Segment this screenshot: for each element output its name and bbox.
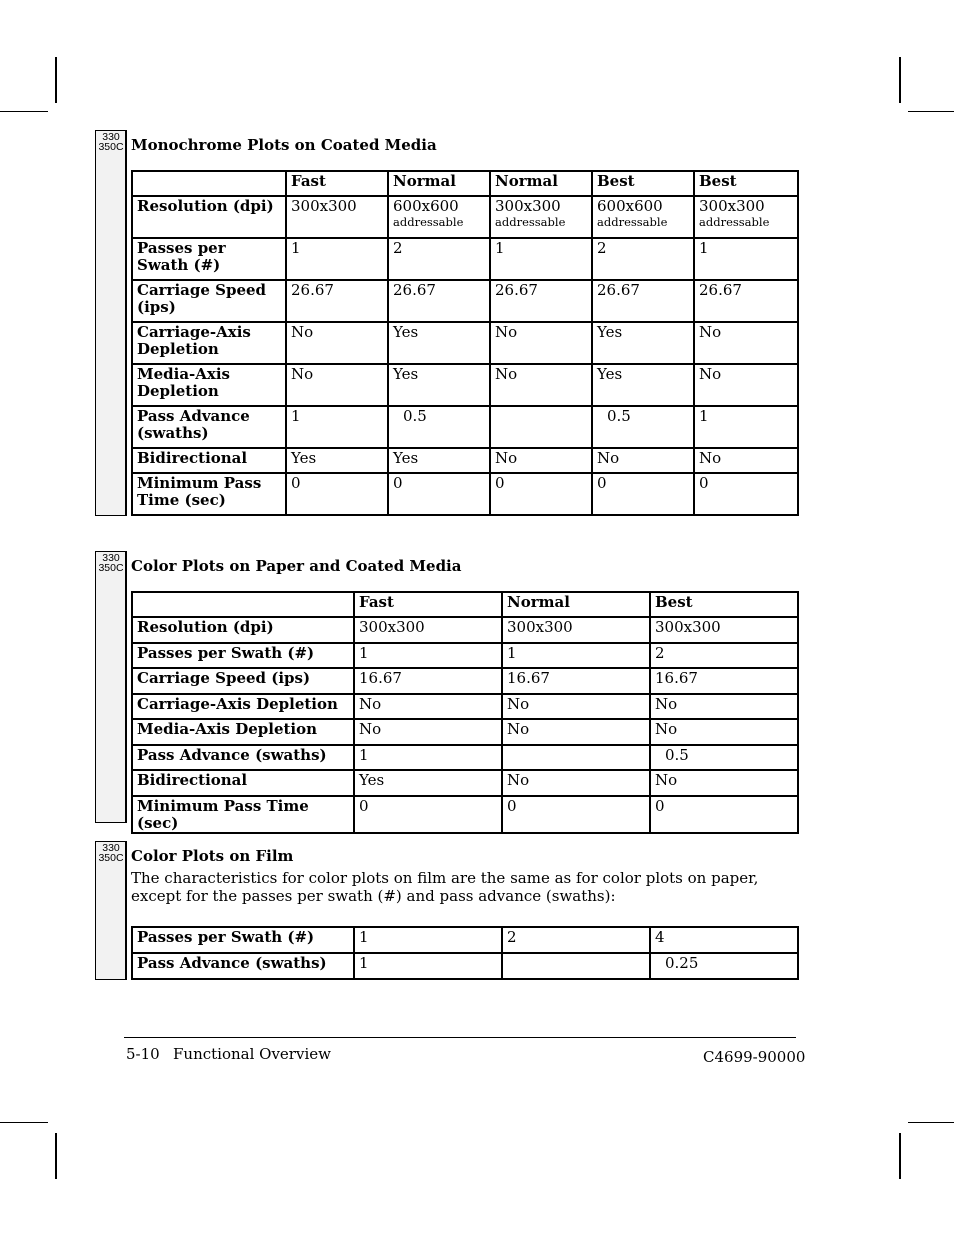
- table-cell: [650, 927, 798, 953]
- row-label: Bidirectional: [132, 448, 286, 473]
- cell-value: 0: [655, 796, 665, 815]
- table-cell: [592, 238, 694, 280]
- table-cell: [286, 196, 388, 238]
- cell-value: 26.67: [699, 281, 742, 299]
- table-cell: [650, 953, 798, 979]
- table-row: [132, 617, 798, 643]
- table-row: [132, 770, 798, 796]
- table-cell: [354, 796, 502, 833]
- table-row: [132, 719, 798, 745]
- cell-value: Yes: [291, 449, 317, 467]
- table-row: [132, 473, 798, 515]
- table-cell: [650, 643, 798, 669]
- table-cell: [354, 617, 502, 643]
- table-cell: [502, 770, 650, 796]
- cell-value: No: [507, 694, 530, 713]
- row-label: Minimum Pass Time (sec): [132, 796, 354, 833]
- table-cell: [286, 322, 388, 364]
- cell-value: Yes: [393, 323, 419, 341]
- section-title-color-film: Color Plots on Film: [131, 847, 294, 865]
- table-cell: [502, 927, 650, 953]
- column-header: [132, 592, 354, 617]
- row-label: Bidirectional: [132, 770, 354, 796]
- crop-mark: [55, 1133, 57, 1179]
- table-cell: [592, 280, 694, 322]
- crop-mark: [899, 57, 901, 103]
- table-row: [132, 196, 798, 238]
- table-cell: [286, 473, 388, 515]
- cell-value: No: [495, 449, 518, 467]
- column-header: Best: [650, 592, 798, 617]
- table-row: [132, 668, 798, 694]
- cell-value: 4: [655, 928, 665, 946]
- table-cell: [490, 364, 592, 406]
- table-cell: [388, 448, 490, 473]
- table-row: [132, 796, 798, 833]
- table-cell: [694, 196, 798, 238]
- cell-value: 16.67: [507, 669, 550, 687]
- table-cell: [388, 196, 490, 238]
- row-label: Pass Advance (swaths): [132, 406, 286, 448]
- table-cell: [490, 196, 592, 238]
- table-cell: [592, 322, 694, 364]
- table-row: [132, 694, 798, 720]
- cell-value: 26.67: [495, 281, 538, 299]
- cell-value: No: [291, 323, 314, 341]
- table-cell: [388, 322, 490, 364]
- table-cell: [502, 719, 650, 745]
- cell-note: addressable: [597, 215, 668, 229]
- table-cell: [354, 668, 502, 694]
- cell-value: 26.67: [393, 281, 436, 299]
- row-label: Media-Axis Depletion: [132, 719, 354, 745]
- crop-mark: [908, 111, 954, 112]
- table-row: [132, 953, 798, 979]
- footer-doc-number: C4699-90000: [703, 1048, 806, 1066]
- column-header: Normal: [388, 171, 490, 196]
- column-header: Normal: [502, 592, 650, 617]
- section-title-monochrome: Monochrome Plots on Coated Media: [131, 136, 437, 154]
- row-label: Media-Axis Depletion: [132, 364, 286, 406]
- table-cell: [490, 448, 592, 473]
- table-cell: [286, 364, 388, 406]
- side-tab-label: 330 350C: [98, 842, 124, 864]
- table-header-row: [132, 592, 798, 617]
- cell-value: No: [507, 771, 530, 789]
- table-cell: [694, 322, 798, 364]
- cell-value: 26.67: [597, 281, 640, 299]
- row-label: Carriage-Axis Depletion: [132, 322, 286, 364]
- table-cell: [650, 745, 798, 771]
- table-cell: [502, 617, 650, 643]
- row-label: Resolution (dpi): [132, 196, 286, 238]
- table-row: [132, 643, 798, 669]
- row-label: Passes per Swath (#): [132, 643, 354, 669]
- table-cell: [388, 473, 490, 515]
- section-title-color-paper: Color Plots on Paper and Coated Media: [131, 557, 462, 575]
- row-label: Pass Advance (swaths): [132, 953, 354, 979]
- cell-value: 600x600: [597, 197, 663, 215]
- cell-value: 2: [393, 239, 403, 257]
- table-cell: [354, 770, 502, 796]
- table-cell: [694, 448, 798, 473]
- cell-value: No: [699, 365, 722, 383]
- cell-value: No: [699, 323, 722, 341]
- cell-value: No: [359, 694, 382, 713]
- cell-value: 300x300: [699, 197, 765, 215]
- row-label: Passes per Swath (#): [132, 238, 286, 280]
- table-cell: [286, 280, 388, 322]
- footer-section: Functional Overview: [173, 1045, 331, 1063]
- cell-value: No: [495, 365, 518, 383]
- crop-mark: [908, 1122, 954, 1123]
- cell-value: 2: [655, 643, 665, 662]
- side-tab: [95, 130, 127, 516]
- cell-value: No: [495, 323, 518, 341]
- cell-value: 300x300: [495, 197, 561, 215]
- table-cell: [502, 643, 650, 669]
- table-cell: [388, 280, 490, 322]
- table-cell: [694, 406, 798, 448]
- cell-value: 1: [359, 928, 369, 946]
- cell-value: 0: [359, 796, 369, 815]
- cell-value: 0.5: [607, 407, 631, 425]
- cell-value: 1: [359, 643, 369, 662]
- side-tab-label: 330 350C: [98, 552, 124, 574]
- row-label: Carriage Speed (ips): [132, 668, 354, 694]
- cell-value: No: [359, 720, 382, 738]
- table-row: [132, 927, 798, 953]
- column-header: Fast: [354, 592, 502, 617]
- row-label: Carriage Speed (ips): [132, 280, 286, 322]
- cell-value: 16.67: [359, 669, 402, 687]
- cell-value: 300x300: [507, 618, 573, 636]
- table-cell: [650, 719, 798, 745]
- table-cell: [694, 238, 798, 280]
- cell-value: 300x300: [291, 197, 357, 215]
- cell-note: addressable: [393, 215, 464, 229]
- table-row: [132, 238, 798, 280]
- table-cell: [592, 196, 694, 238]
- table-row: [132, 322, 798, 364]
- table-cell: [490, 473, 592, 515]
- crop-mark: [55, 57, 57, 103]
- column-header: Normal: [490, 171, 592, 196]
- table-cell: [388, 406, 490, 448]
- cell-value: 2: [597, 239, 607, 257]
- table-cell: [490, 280, 592, 322]
- table-cell: [490, 406, 592, 448]
- cell-value: 1: [291, 239, 301, 257]
- table-cell: [502, 668, 650, 694]
- cell-value: 0.5: [665, 745, 689, 764]
- table-cell: [650, 668, 798, 694]
- table-row: [132, 364, 798, 406]
- cell-value: 1: [359, 745, 369, 764]
- cell-value: Yes: [597, 323, 623, 341]
- cell-value: 0: [291, 474, 301, 492]
- cell-value: 26.67: [291, 281, 334, 299]
- row-label: Resolution (dpi): [132, 617, 354, 643]
- table-cell: [354, 643, 502, 669]
- table-cell: [286, 448, 388, 473]
- row-label: Pass Advance (swaths): [132, 745, 354, 771]
- cell-value: 0: [507, 796, 517, 815]
- cell-value: No: [699, 449, 722, 467]
- monochrome-table: [131, 170, 799, 516]
- cell-value: No: [655, 694, 678, 713]
- cell-value: 1: [507, 643, 517, 662]
- cell-value: 0: [597, 474, 607, 492]
- table-row: [132, 406, 798, 448]
- table-cell: [490, 238, 592, 280]
- cell-value: 300x300: [655, 618, 721, 636]
- table-cell: [592, 473, 694, 515]
- cell-value: No: [507, 720, 530, 738]
- cell-value: 1: [291, 407, 301, 425]
- side-tab-label: 330 350C: [98, 131, 124, 153]
- table-cell: [388, 238, 490, 280]
- crop-mark: [0, 1122, 48, 1123]
- cell-value: 1: [699, 239, 709, 257]
- cell-value: No: [655, 720, 678, 738]
- cell-value: 2: [507, 928, 517, 946]
- table-cell: [650, 617, 798, 643]
- cell-value: 16.67: [655, 669, 698, 687]
- cell-value: 0.5: [403, 407, 427, 425]
- cell-value: Yes: [597, 365, 623, 383]
- cell-value: 0: [393, 474, 403, 492]
- cell-value: No: [597, 449, 620, 467]
- column-header: [132, 171, 286, 196]
- table-cell: [592, 406, 694, 448]
- table-cell: [354, 694, 502, 720]
- column-header: Best: [592, 171, 694, 196]
- cell-value: 600x600: [393, 197, 459, 215]
- color-film-table: [131, 926, 799, 980]
- row-label: Carriage-Axis Depletion: [132, 694, 354, 720]
- table-cell: [286, 238, 388, 280]
- cell-value: 0.25: [665, 954, 699, 972]
- row-label: Passes per Swath (#): [132, 927, 354, 953]
- table-cell: [354, 719, 502, 745]
- table-cell: [502, 953, 650, 979]
- cell-value: 0: [495, 474, 505, 492]
- cell-value: 0: [699, 474, 709, 492]
- table-row: [132, 745, 798, 771]
- cell-value: No: [291, 365, 314, 383]
- table-cell: [502, 745, 650, 771]
- table-cell: [592, 364, 694, 406]
- table-row: [132, 448, 798, 473]
- table-cell: [650, 694, 798, 720]
- side-tab: [95, 551, 127, 823]
- cell-value: 300x300: [359, 618, 425, 636]
- table-cell: [502, 796, 650, 833]
- cell-value: 1: [699, 407, 709, 425]
- table-cell: [694, 473, 798, 515]
- table-cell: [354, 745, 502, 771]
- table-cell: [592, 448, 694, 473]
- table-cell: [354, 953, 502, 979]
- section-description-color-film: The characteristics for color plots on film are the same as for color plots on paper, except for the passes per swath (#) and pass advance (swaths):: [131, 869, 759, 905]
- crop-mark: [0, 111, 48, 112]
- table-row: [132, 280, 798, 322]
- cell-value: 1: [359, 954, 369, 972]
- cell-value: 1: [495, 239, 505, 257]
- cell-value: Yes: [393, 449, 419, 467]
- cell-value: Yes: [359, 771, 385, 789]
- side-tab: [95, 841, 127, 980]
- table-cell: [650, 796, 798, 833]
- cell-note: addressable: [699, 215, 770, 229]
- table-cell: [388, 364, 490, 406]
- footer-rule: [124, 1037, 796, 1038]
- table-cell: [502, 694, 650, 720]
- crop-mark: [899, 1133, 901, 1179]
- table-cell: [354, 927, 502, 953]
- table-cell: [694, 364, 798, 406]
- color-paper-table: [131, 591, 799, 834]
- table-cell: [286, 406, 388, 448]
- cell-note: addressable: [495, 215, 566, 229]
- cell-value: No: [655, 771, 678, 789]
- cell-value: Yes: [393, 365, 419, 383]
- table-cell: [650, 770, 798, 796]
- footer-page-number: 5-10: [126, 1045, 160, 1063]
- table-header-row: [132, 171, 798, 196]
- column-header: Fast: [286, 171, 388, 196]
- row-label: Minimum Pass Time (sec): [132, 473, 286, 515]
- column-header: Best: [694, 171, 798, 196]
- table-cell: [490, 322, 592, 364]
- table-cell: [694, 280, 798, 322]
